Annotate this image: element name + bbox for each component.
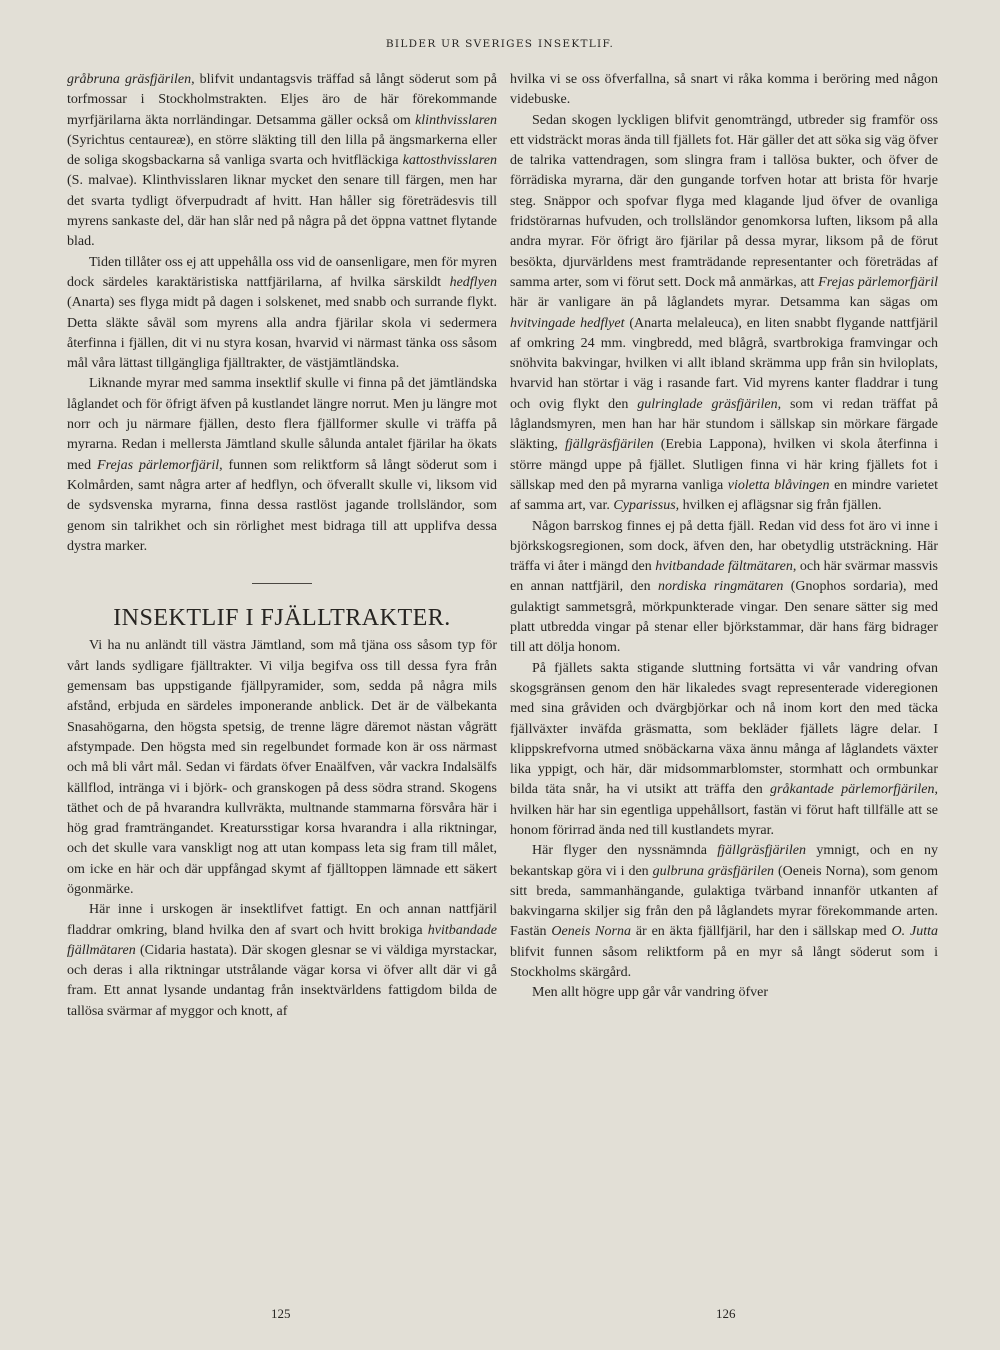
italic-term: hvitvingade hedflyet — [510, 315, 625, 331]
italic-term: Frejas pärlemorfjäril — [97, 457, 220, 473]
italic-term: nordiska ringmätaren — [658, 579, 784, 595]
text-run: (Gnophos sordaria), med gulaktigt sammetsgrå, mörkpunkterade vingar. Den senare sätter sig med platt utbredda vingar på stenar eller björkstammar, där hans färg bidrager till att dölja honom. — [510, 579, 939, 656]
italic-term: klinthvisslaren — [415, 112, 497, 128]
italic-term: gråkantade pärlemorfjärilen — [770, 782, 935, 798]
text-run: (Cidaria hastata). Där skogen glesnar se vi väldiga myrstackar, och deras i alla riktningar utstrålande vägar korsa vi öfver allt där vi gå fram. Ett annat lysande undantag från insektvärldens fattigdom bilda de tallösa svärmar af myggor och knott, af — [67, 942, 497, 1019]
italic-term: Cyparissus, — [613, 498, 680, 514]
text-run: , och här svärmar massvis en annan nattfjäril, den — [510, 559, 938, 595]
text-run: (Anarta melaleuca), en liten snabbt flygande nattfjäril af omkring 24 mm. vingbredd, med blågrå, svartbrokiga framvingar och snöhvita bakvingar, hvilken vi allt ibland skrämma upp från sin hviloplats, hvarvid han störtar i väg i rasande fart. Vid myrens kanter fladdrar i tung och ovig flykt den — [510, 315, 938, 412]
text-run: Någon barrskog finnes ej på detta fjäll. Redan vid dess fot äro vi inne i björkskogsregionen, som dock, äfven den, har obetydlig utsträckning. Här träffa vi åter i mängd den — [510, 518, 938, 575]
italic-term: fjällgräsfjärilen — [564, 437, 654, 453]
text-run: , blifvit undantagsvis träffad så långt söderut som på torfmossar i Stockholmstrakten. Eljes äro de här förekommande myrfjärilarna äkta norrländingar. Detsamma gäller också om — [67, 72, 498, 128]
paragraph — [510, 841, 938, 983]
text-run: , som vi redan träffat på låglandsmyren, men han har här stundom i sällskap sin mörkare färgade släkting, — [510, 396, 938, 453]
text-run: Men allt högre upp går vår vandring öfver — [532, 985, 768, 1001]
text-run: här är vanligare än på låglandets myrar. Detsamma kan sägas om — [510, 295, 938, 311]
text-run: På fjällets sakta stigande sluttning fortsätta vi vår vandring ofvan skogsgränsen genom den här likaledes svagt representerade videregionen med sina gråviden och dvärgbjörkar och nå inom kort den med täcka fjällväxter inväfda gräsmatta, som bekläder fjällets lägre delar. I klippskrefvorna utmed snöbäckarna växa ännu många af låglandets växter lika yppigt, och här, där midsommarblomster, stormhatt och ormbunkar bilda täta snår, ha vi utsikt att träffa den — [510, 660, 938, 798]
italic-term: O. Jutta — [891, 924, 938, 940]
paragraph — [67, 70, 497, 253]
text-run: (S. malvae). Klinthvisslaren liknar mycket den senare till färgen, men har det svarta tydligt öfverpudradt af hvitt. Han håller sig företrädesvis till myrens sankaste del, där han slår ned på några på det öppna vattnet flytande blad. — [67, 173, 497, 250]
text-run: Vi ha nu anländt till västra Jämtland, som må tjäna oss såsom typ för vårt lands sydligare fjälltrakter. Vi vilja begifva oss till dessa fyra från gemensam bas uppstigande fjällpyramider, som, sedda på några mils afstånd, erbjuda en särdeles imponerande anblick. Det är de välbekanta Snasahögarna, den högsta spetsig, de trenne lägre däremot nästan vågrätt afstympade. Den högsta med sin regelbundet formade kon är oss närmast och må bli vårt mål. Sedan vi färdats öfver Enaälfven, vår vackra Indalsälfs källflod, intränga vi i björk- och granskogen på dess södra strand. Skogens täthet och de på hvarandra kullvräkta, multnande stammarna försvåra här i hög grad framträngandet. Kreatursstigar korsa hvarandra i alla riktningar, och det skulle vara vanskligt nog att utan kompass leta sig fram till målet, om icke en här och där uppfångad skymt af fjälltoppen lämnade ett säkert ögonmärke. — [67, 638, 497, 897]
section-title: INSEKTLIF I FJÄLLTRAKTER. — [113, 605, 451, 632]
text-run: (Oeneis Norna), som genom sitt breda, sammanhängande, gulaktiga tvärband innanför utkanten af bakvingarna skiljer sig från den på låglandets myrar förekommande arten. Fastän — [510, 863, 938, 940]
text-run: , funnen som reliktform så långt söderut som i Kolmården, samt några arter af hedflyn, och öfverallt skulle vi, liksom vid de sydsvenska myrarna, finna dessa rastlöst jagande trollsländor, som genom sin talrikhet och sin rörlighet mest bidraga till att upplifva dessa dystra marker. — [67, 457, 498, 554]
text-run: (Syrichtus centaureæ), en större släkting till den lilla på ängsmarkerna eller de soliga skogsbackarna så vanliga svarta och hvitfläckiga — [67, 132, 497, 169]
italic-term: hvitbandade fjällmätaren — [67, 922, 497, 958]
italic-term: gulbruna gräsfjärilen — [652, 863, 775, 879]
paragraph — [67, 636, 497, 900]
text-run: blifvit funnen såsom reliktform på en myr så långt söderut som i Stockholms skärgård. — [510, 944, 938, 981]
paragraph — [67, 374, 497, 557]
italic-term: gråbruna gräsfjärilen — [67, 72, 192, 87]
italic-term: Frejas pärlemorfjäril — [818, 274, 939, 290]
text-run: är en äkta fjällfjäril, har den i sällskap med — [630, 924, 892, 940]
text-run: (Erebia Lappona), hvilken vi skola återfinna i större mängd uppe på fjället. Slutligen finna vi här kring fjällets fot i sällskap med den på myrarna vanliga — [510, 437, 938, 493]
text-run: Här flyger den nyssnämnda — [532, 843, 718, 859]
italic-term: hedflyen — [449, 274, 497, 290]
section-divider — [252, 583, 312, 584]
italic-term: hvitbandade fältmätaren — [655, 559, 793, 575]
italic-term: violetta blåvingen — [727, 477, 830, 493]
italic-term: fjällgräsfjärilen — [717, 843, 806, 859]
text-run: Här inne i urskogen är insektlifvet fattigt. En och annan nattfjäril fladdrar omkring, bland hvilka den af svart och hvitt brokiga — [67, 902, 497, 938]
italic-term: kattosthvisslaren — [402, 153, 497, 169]
paragraph — [510, 70, 938, 111]
paragraph — [67, 253, 497, 375]
italic-term: Oeneis Norna — [551, 924, 631, 940]
page-number-left: 125 — [271, 1306, 291, 1321]
text-run: Sedan skogen lyckligen blifvit genomträngd, utbreder sig framför oss ett vidsträckt moras ända till fjällets fot. Här gäller det att söka sig väg öfver de talrika vattendragen, som slingra fram i tallösa bukter, och öfver de förrädiska myrarna, där den gungande torfven hotar att brista för hvarje steg. Snäppor och spofvar flyga med klagande ljud öfver de ovanliga fridstörarnas hufvuden, och trollsländor genomkorsa luften, liksom på alla andra myrar. För öfrigt äro fjärilar på dessa myrar, liksom på de förut besökta, djurvärldens mest framträdande representanter och företrädas af samma arter, som vi förut sett. Dock må anmärkas, att — [510, 112, 938, 290]
paragraph — [67, 900, 497, 1022]
paragraph — [510, 983, 938, 1003]
text-run: hvilken ej aflägsnar sig från fjällen. — [679, 498, 882, 514]
paragraph — [510, 659, 938, 842]
italic-term: gulringlade gräsfjärilen — [637, 396, 778, 412]
text-run: ymnigt, och en ny bekantskap göra vi i den — [510, 843, 938, 879]
text-run: hvilka vi se oss öfverfallna, så snart vi råka komma i beröring med någon videbuske. — [510, 72, 938, 108]
text-run: Tiden tillåter oss ej att uppehålla oss vid de oansenligare, men för myren dock särdeles karaktäristiska nattfjärilarna, af hvilka särskildt — [67, 254, 497, 290]
text-run: (Anarta) ses flyga midt på dagen i solskenet, med snabb och surrande flykt. Detta släkte såväl som myrens alla andra fjärilar skola vi sedermera återfinna i fjällen, dit vi nu styra kosan, hvarvid vi närmast tänka oss såsom mål våra lättast tillgängliga fjälltrakter, de västjämtländska. — [67, 295, 497, 372]
text-run: en mindre varietet af samma art, var. — [510, 477, 938, 514]
page-number-right: 126 — [716, 1306, 736, 1321]
running-head: BILDER UR SVERIGES INSEKTLIF. — [385, 38, 615, 50]
text-run: Liknande myrar med samma insektlif skulle vi finna på det jämtländska låglandet och för öfrigt äfven på kustlandet längre norrut. Men ju längre mot norr och ju närmare fjällen, desto flera fjällformer skulle vi träffa på myrarna. Redan i mellersta Jämtland skulle sålunda antalet fjärilar ha ökats med — [67, 376, 497, 473]
text-run: , hvilken här har sin egentliga uppehållsort, fastän vi förut haft tillfälle att se honom förirrad ända ned till kustlandets myrar. — [510, 782, 938, 838]
right-column — [510, 70, 938, 1004]
paragraph — [510, 111, 938, 517]
paragraph — [510, 517, 938, 659]
left-column — [67, 70, 497, 1022]
